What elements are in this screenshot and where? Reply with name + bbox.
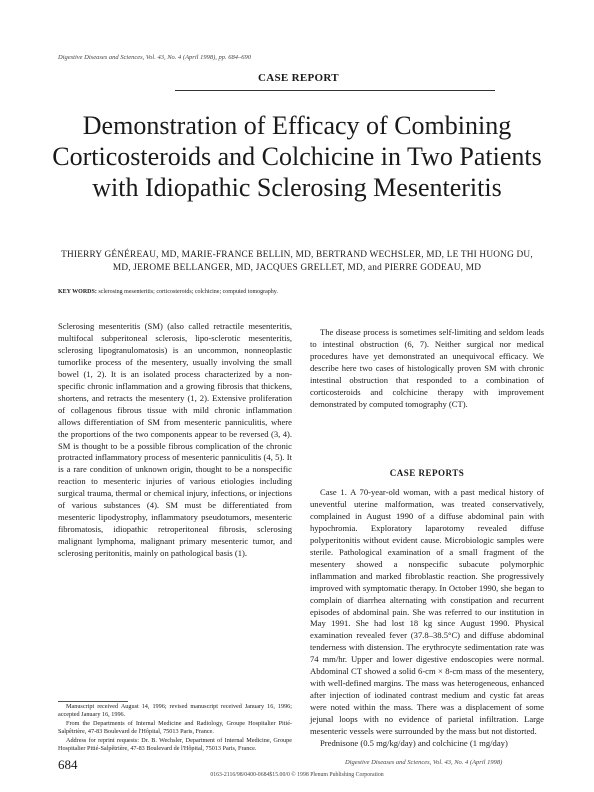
footnotes [58,703,292,755]
journal-citation-header: Digestive Diseases and Sciences, Vol. 43, No. 4 (April 1998), pp. 684–690 [58,54,251,61]
author-list: THIERRY GÉNÉREAU, MD, MARIE-FRANCE BELLIN, MD, BERTRAND WECHSLER, MD, LE THI HUONG DU, MD, JEROME BELLANGER, MD, JACQUES GRELLET, MD, and PIERRE GODEAU, MD [61,250,533,273]
case1-continuation: Prednisone (0.5 mg/kg/day) and colchicine (1 mg/day) [320,738,508,749]
footnote-affiliation: From the Departments of Internal Medicine and Radiology, Groupe Hospitalier Pitié-Salpêtrière, 47-83 Boulevard de l'Hôpital, 75013 Paris, France. [58,720,292,736]
section-label: CASE REPORT [258,72,339,84]
keywords-text: sclerosing mesenteritis; corticosteroids; colchicine; computed tomography. [98,289,278,295]
keywords-label: KEY WORDS: [58,289,97,295]
case-reports-body [310,487,544,750]
header-rule [175,90,495,91]
right-intro-paragraph: The disease process is sometimes self-limiting and seldom leads to intestinal obstruction (6, 7). Neither surgical nor medical procedures have yet demonstrated an unequivocal efficacy. We describe here two cases of histologically proven SM with chronic intestinal obstruction that responded to a combination of corticosteroids and colchicine therapy with improvement demonstrated by computed tomography (CT). [310,327,544,409]
footer-journal: Digestive Diseases and Sciences, Vol. 43, No. 4 (April 1998) [345,759,503,766]
footer-issn-copyright: 0163-2116/98/0400-0684$15.00/0 © 1998 Plenum Publishing Corporation [210,772,384,778]
footnote-rule [58,701,128,702]
intro-paragraph: Sclerosing mesenteritis (SM) (also called retractile mesenteritis, multifocal subperitoneal sclerosis, lipo-sclerotic mesenteritis, sclerosing lipogranulomatosis) is an uncommon, nonneoplastic tumorlike process of the mesentery, usually involving the small bowel (1, 2). It is an isolated process characterized by a non-specific chronic inflammation and a growing fibrosis that thickens, shortens, and retracts the mesentery (1, 2). Extensive proliferation of collagenous fibrous tissue with mild chronic inflammation allows differentiation of SM from mesenteric panniculitis, where the proportions of the two components appear to be reversed (3, 4). SM is thought to be a possible fibrous complication of the chronic protracted inflammatory process of mesenteric panniculitis (4, 5). It is a rare condition of unknown origin, thought to be a nonspecific reaction to mesenteric injuries of various etiologies including surgical trauma, thermal or chemical injury, infections, or injections of various substances (4). SM must be differentiated from mesenteric lipodystrophy, inflammatory pseudotumors, mesenteric fibromatosis, idiopathic retroperitoneal fibrosis, sclerosing malignant lymphoma, malignant primary mesenteric tumor, and sclerosing peritonitis, mainly on pathological basis (1). [58,321,292,559]
case-reports-heading: CASE REPORTS [389,468,465,478]
footnote-reprint: Address for reprint requests: Dr. B. Wechsler, Department of Internal Medicine, Groupe Hospitalier Pitié-Salpêtrière, 47-83 Boulevard de l'Hôpital, 75013 Paris, France. [58,737,292,753]
keywords-line [58,288,558,296]
case1-paragraph: Case 1. A 70-year-old woman, with a past medical history of uneventful uterine malformation, was treated conservatively, complained in August 1990 of a diffuse abdominal pain with hypochromia. Exploratory laparotomy revealed diffuse polyperitonitis without evident cause. Microbiologic samples were sterile. Pathological examination of a small fragment of the mesentery showed a nonspecific subacute polymorphic inflammation and marked fibroblastic reaction. She progressively improved with symptomatic therapy. In October 1990, she began to complain of diarrhea alternating with constipation and recurrent episodes of abdominal pain. She was referred to our institution in May 1991. She had lost 18 kg since August 1990. Physical examination revealed fever (37.8–38.5°C) and diffuse abdominal tenderness with distension. The erythrocyte sedimentation rate was 74 mm/hr. Upper and lower digestive endoscopies were normal. Abdominal CT showed a solid 6-cm × 8-cm mass of the mesentery, with well-defined margins. The mass was heterogeneous, enhanced after injection of iodinated contrast medium and cystic fat areas were noted within the mass. There was a displacement of some jejunal loops with no evidence of parietal infiltration. Large mesenteric vessels were surrounded by the mass but not distorted. [310,487,544,737]
footnote-received: Manuscript received August 14, 1996; revised manuscript received January 16, 1996; accepted January 16, 1996. [58,703,292,719]
page-number: 684 [58,757,78,772]
article-title: Demonstration of Efficacy of Combining Corticosteroids and Colchicine in Two Patients with Idiopathic Sclerosing Mesenteritis [52,111,542,202]
